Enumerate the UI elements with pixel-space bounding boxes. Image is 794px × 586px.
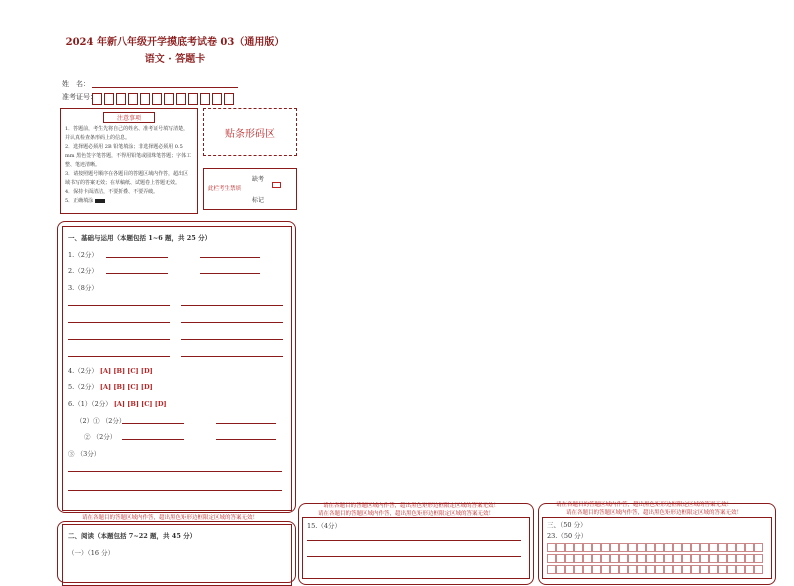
q6-3-label: ② （2分）	[84, 433, 117, 441]
essay-grid-cell[interactable]	[574, 543, 583, 552]
essay-grid-cell[interactable]	[673, 543, 682, 552]
q6-4-line[interactable]	[68, 490, 282, 491]
absent-left-label: 此栏考生禁填	[208, 186, 242, 192]
essay-grid-cell[interactable]	[628, 543, 637, 552]
section3-title: 三、（50 分）	[547, 521, 587, 529]
section2-title: 二、阅读（本题包括 7~22 题，共 45 分）	[68, 532, 197, 540]
q6-options[interactable]: [A] [B] [C] [D]	[113, 400, 167, 408]
essay-grid-cell[interactable]	[754, 565, 763, 574]
essay-grid-cell[interactable]	[727, 543, 736, 552]
essay-grid-cell[interactable]	[682, 543, 691, 552]
warning-text-mid: 请在各题目的答题区域内作答，超出黑色矩形边框限定区域的答案无效！	[323, 503, 500, 509]
q2-answer-line-2[interactable]	[200, 273, 260, 274]
q15-line[interactable]	[307, 556, 521, 557]
essay-grid-cell[interactable]	[583, 565, 592, 574]
warning-text-right: 请在各题目的答题区域内作答，超出黑色矩形边框限定区域的答案无效！	[556, 502, 733, 508]
q3-line[interactable]	[181, 339, 283, 340]
essay-grid-cell[interactable]	[655, 543, 664, 552]
essay-grid-cell[interactable]	[745, 543, 754, 552]
essay-grid-cell[interactable]	[565, 565, 574, 574]
q15-line[interactable]	[307, 540, 521, 541]
essay-grid-cell[interactable]	[664, 565, 673, 574]
essay-grid-cell[interactable]	[673, 565, 682, 574]
essay-grid-cell[interactable]	[601, 565, 610, 574]
section1-title: 一、基础与运用（本题包括 1~6 题，共 25 分）	[68, 234, 212, 242]
essay-grid-cell[interactable]	[682, 565, 691, 574]
q1-answer-line[interactable]	[106, 257, 168, 258]
q1-label: 1.（2分）	[68, 251, 98, 259]
q6-2-line-2[interactable]	[216, 423, 276, 424]
barcode-label: 贴条形码区	[225, 128, 275, 140]
essay-grid-cell[interactable]	[565, 543, 574, 552]
notice-title: 注意事项	[103, 112, 155, 123]
section2-part1: （一）（16 分）	[68, 549, 115, 557]
essay-grid-cell[interactable]	[664, 543, 673, 552]
q2-label: 2.（2分）	[68, 267, 98, 275]
q3-line[interactable]	[68, 322, 170, 323]
q5-options[interactable]: [A] [B] [C] [D]	[99, 383, 153, 391]
essay-grid-cell[interactable]	[592, 543, 601, 552]
q4-options[interactable]: [A] [B] [C] [D]	[99, 367, 153, 375]
q6-2-line[interactable]	[122, 423, 184, 424]
absent-checkbox[interactable]	[272, 182, 281, 188]
name-label: 姓 名：	[62, 80, 90, 88]
q6-3-line[interactable]	[122, 439, 184, 440]
absent-box	[203, 168, 297, 210]
essay-grid-cell[interactable]	[709, 543, 718, 552]
essay-grid-cell[interactable]	[592, 565, 601, 574]
q3-line[interactable]	[181, 356, 283, 357]
page-subtitle: 语文 · 答题卡	[144, 54, 206, 65]
essay-grid-cell[interactable]	[700, 565, 709, 574]
essay-grid-cell[interactable]	[556, 565, 565, 574]
essay-grid-cell[interactable]	[700, 543, 709, 552]
essay-grid-cell[interactable]	[691, 543, 700, 552]
essay-grid[interactable]	[547, 543, 767, 573]
essay-grid-cell[interactable]	[574, 565, 583, 574]
q3-line[interactable]	[68, 339, 170, 340]
id-cells[interactable]	[92, 90, 236, 109]
q5-label: 5.（2分） [A] [B] [C] [D]	[68, 383, 153, 391]
essay-grid-cell[interactable]	[754, 543, 763, 552]
q3-line[interactable]	[68, 356, 170, 357]
essay-grid-cell[interactable]	[718, 565, 727, 574]
q6-4-line[interactable]	[68, 471, 282, 472]
absent-top-label: 缺考	[252, 176, 265, 183]
essay-grid-cell[interactable]	[628, 565, 637, 574]
essay-grid-cell[interactable]	[709, 565, 718, 574]
warning-text-mid-2: 请在各题目的答题区域内作答，超出黑色矩形边框限定区域的答案无效！	[318, 511, 495, 517]
notice-item: 1．答题前，考生先将自己的姓名、准考证号填写清楚，并认真检查条形码上的信息。	[65, 126, 189, 141]
absent-bottom-label: 标记	[252, 197, 265, 204]
warning-text: 请在各题目的答题区域内作答，超出黑色矩形边框限定区域的答案无效！	[82, 515, 259, 521]
name-field[interactable]	[92, 87, 238, 88]
essay-grid-cell[interactable]	[736, 565, 745, 574]
barcode-area	[203, 108, 297, 156]
essay-grid-cell[interactable]	[619, 565, 628, 574]
q6-2-label: （2）① （2分）	[76, 417, 126, 425]
warning-text-right-2: 请在各题目的答题区域内作答，超出黑色矩形边框限定区域的答案无效！	[566, 510, 743, 516]
q15-label: 15.（4分）	[307, 522, 341, 530]
q2-answer-line[interactable]	[106, 273, 168, 274]
essay-grid-cell[interactable]	[610, 543, 619, 552]
q4-label: 4.（2分） [A] [B] [C] [D]	[68, 367, 153, 375]
page-title: 2024 年新八年级开学摸底考试卷 03（通用版）	[65, 37, 285, 48]
filled-sample-icon	[95, 199, 105, 203]
essay-grid-cell[interactable]	[619, 543, 628, 552]
q6-4-label: ③ （3分）	[68, 450, 101, 458]
q1-answer-line-2[interactable]	[200, 257, 260, 258]
essay-grid-cell[interactable]	[655, 565, 664, 574]
essay-grid-cell[interactable]	[736, 543, 745, 552]
q3-line[interactable]	[68, 305, 170, 306]
q6-label: 6.（1）（2分） [A] [B] [C] [D]	[68, 400, 167, 408]
essay-grid-cell[interactable]	[556, 543, 565, 552]
q23-label: 23.（50 分）	[547, 532, 588, 540]
essay-grid-cell[interactable]	[583, 543, 592, 552]
q6-3-line-2[interactable]	[216, 439, 276, 440]
essay-grid-cell[interactable]	[637, 543, 646, 552]
essay-grid-cell[interactable]	[691, 565, 700, 574]
essay-grid-cell[interactable]	[601, 543, 610, 552]
notice-item: 4．保持卡面清洁，不要折叠、不要弄破。	[65, 189, 159, 195]
notice-item: 3．请按照题号顺序在各题目的答题区域内作答，超出区域书写的答案无效；在草稿纸、试题卷上答题无效。	[65, 171, 189, 186]
essay-grid-cell[interactable]	[646, 565, 655, 574]
essay-grid-cell[interactable]	[727, 565, 736, 574]
essay-grid-cell[interactable]	[547, 565, 556, 574]
essay-grid-cell[interactable]	[547, 543, 556, 552]
notice-item: 5．正确填涂	[65, 197, 193, 206]
essay-grid-cell[interactable]	[718, 543, 727, 552]
notice-item: 2．选择题必须用 2B 铅笔填涂；非选择题必须用 0.5 mm 黑色签字笔答题，不得用铅笔或圆珠笔答题；字体工整、笔迹清晰。	[65, 144, 192, 168]
q3-line[interactable]	[181, 322, 283, 323]
q3-line[interactable]	[181, 305, 283, 306]
essay-grid-cell[interactable]	[610, 565, 619, 574]
essay-grid-cell[interactable]	[646, 543, 655, 552]
essay-grid-cell[interactable]	[745, 565, 754, 574]
essay-grid-cell[interactable]	[637, 565, 646, 574]
id-label: 准考证号：	[62, 93, 97, 101]
q3-label: 3.（8分）	[68, 284, 98, 292]
notice-box	[60, 108, 198, 214]
